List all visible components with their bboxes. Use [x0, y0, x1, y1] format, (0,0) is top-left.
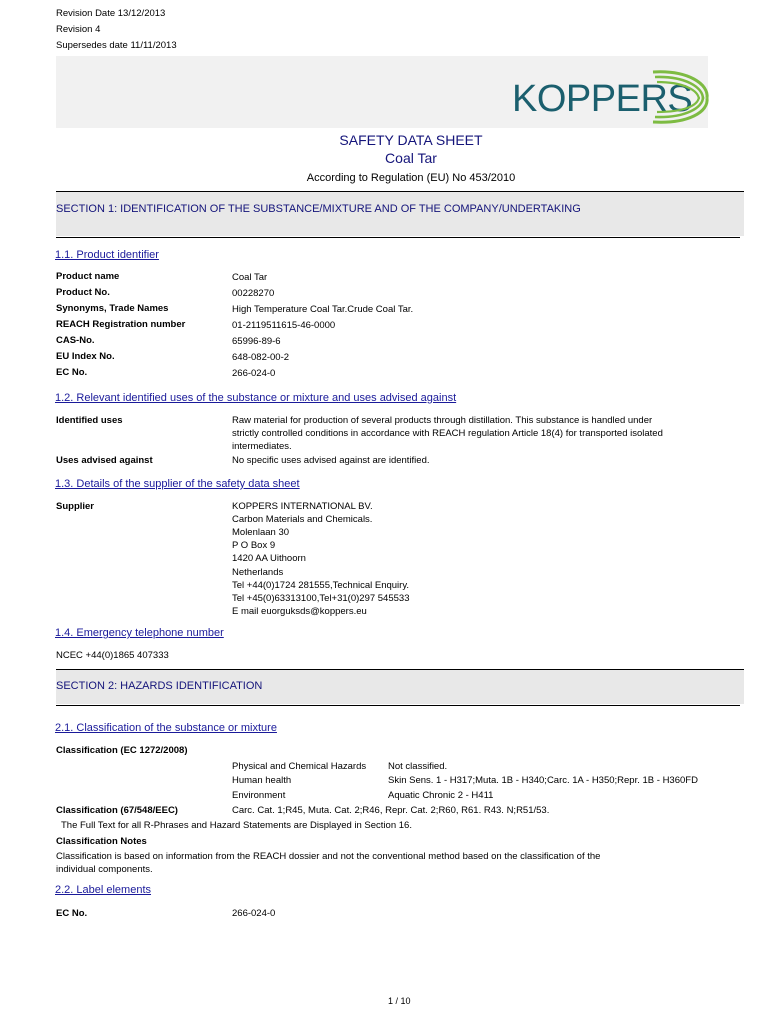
identified-uses-line-3: intermediates. — [232, 441, 292, 452]
full-text-note: The Full Text for all R-Phrases and Hazard Statements are Displayed in Section 16. — [61, 820, 412, 831]
subsection-2-2-heading: 2.2. Label elements — [55, 884, 152, 896]
class-physical-category: Physical and Chemical Hazards — [232, 761, 367, 772]
document-title: SAFETY DATA SHEET — [339, 132, 483, 148]
logo-swoosh-icon — [643, 66, 713, 128]
supplier-line-1: KOPPERS INTERNATIONAL BV. — [232, 501, 373, 512]
koppers-logo: KOPPERS — [508, 66, 713, 128]
class-environment-category: Environment — [232, 790, 286, 801]
section1-band — [56, 192, 744, 236]
revision-number: Revision 4 — [56, 24, 101, 35]
supersedes-date: Supersedes date 11/11/2013 — [56, 40, 177, 51]
product-no-label: Product No. — [56, 287, 110, 298]
label-ec-no-label: EC No. — [56, 908, 88, 919]
section2-band — [56, 670, 744, 704]
cas-no-value: 65996-89-6 — [232, 336, 281, 347]
ec-no-value: 266-024-0 — [232, 368, 276, 379]
product-name-label: Product name — [56, 271, 120, 282]
subsection-1-2-heading: 1.2. Relevant identified uses of the substance or mixture and uses advised against — [55, 392, 457, 404]
supplier-line-6: Netherlands — [232, 567, 284, 578]
identified-uses-line-1: Raw material for production of several products through distillation. This substance is handled under — [232, 415, 653, 426]
class-health-value: Skin Sens. 1 - H317;Muta. 1B - H340;Carc. 1A - H350;Repr. 1B - H360FD — [388, 775, 698, 786]
supplier-line-4: P O Box 9 — [232, 540, 276, 551]
eu-index-value: 648-082-00-2 — [232, 352, 290, 363]
product-no-value: 00228270 — [232, 288, 275, 299]
section2-bottom-rule — [56, 705, 740, 706]
subsection-1-3-heading: 1.3. Details of the supplier of the safety data sheet — [55, 478, 300, 490]
eu-index-label: EU Index No. — [56, 351, 115, 362]
supplier-line-3: Molenlaan 30 — [232, 527, 290, 538]
classification-notes-label: Classification Notes — [56, 836, 147, 847]
subsection-1-4-heading: 1.4. Emergency telephone number — [55, 627, 224, 639]
reach-number-label: REACH Registration number — [56, 319, 186, 330]
supplier-line-2: Carbon Materials and Chemicals. — [232, 514, 373, 525]
class-health-category: Human health — [232, 775, 292, 786]
synonyms-value: High Temperature Coal Tar.Crude Coal Tar. — [232, 304, 414, 315]
subsection-1-1-heading: 1.1. Product identifier — [55, 249, 159, 261]
page-number: 1 / 10 — [388, 996, 411, 1006]
subsection-2-1-heading: 2.1. Classification of the substance or mixture — [55, 722, 277, 734]
ec-no-label: EC No. — [56, 367, 88, 378]
class-environment-value: Aquatic Chronic 2 - H411 — [388, 790, 494, 801]
supplier-email: E mail euorguksds@koppers.eu — [232, 606, 367, 617]
section1-title: SECTION 1: IDENTIFICATION OF THE SUBSTANCE/MIXTURE AND OF THE COMPANY/UNDERTAKING — [56, 203, 581, 215]
supplier-line-7: Tel +44(0)1724 281555,Technical Enquiry. — [232, 580, 410, 591]
regulation-text: According to Regulation (EU) No 453/2010 — [306, 172, 516, 184]
identified-uses-label: Identified uses — [56, 415, 123, 426]
supplier-line-5: 1420 AA Uithoorn — [232, 553, 306, 564]
classification-67-value: Carc. Cat. 1;R45, Muta. Cat. 2;R46, Repr. Cat. 2;R60, R61. R43. N;R51/53. — [232, 805, 550, 816]
uses-advised-value: No specific uses advised against are identified. — [232, 455, 430, 466]
product-name-value: Coal Tar — [232, 272, 268, 283]
classification-ec-label: Classification (EC 1272/2008) — [56, 745, 188, 756]
section2-title: SECTION 2: HAZARDS IDENTIFICATION — [56, 680, 263, 692]
label-ec-no-value: 266-024-0 — [232, 908, 276, 919]
emergency-phone: NCEC +44(0)1865 407333 — [56, 650, 169, 661]
class-physical-value: Not classified. — [388, 761, 448, 772]
cas-no-label: CAS-No. — [56, 335, 95, 346]
supplier-line-8: Tel +45(0)63313100,Tel+31(0)297 545533 — [232, 593, 410, 604]
synonyms-label: Synonyms, Trade Names — [56, 303, 169, 314]
reach-number-value: 01-2119511615-46-0000 — [232, 320, 336, 331]
section1-bottom-rule — [56, 237, 740, 238]
uses-advised-label: Uses advised against — [56, 455, 153, 466]
supplier-label: Supplier — [56, 501, 95, 512]
classification-notes-line-2: individual components. — [56, 864, 153, 875]
revision-date: Revision Date 13/12/2013 — [56, 8, 166, 19]
identified-uses-line-2: strictly controlled conditions in accordance with REACH regulation Article 18(4) for transported isolated — [232, 428, 663, 439]
product-title: Coal Tar — [385, 150, 437, 166]
classification-67-label: Classification (67/548/EEC) — [56, 805, 178, 816]
classification-notes-line-1: Classification is based on information from the REACH dossier and not the conventional method based on the classification of the — [56, 851, 601, 862]
